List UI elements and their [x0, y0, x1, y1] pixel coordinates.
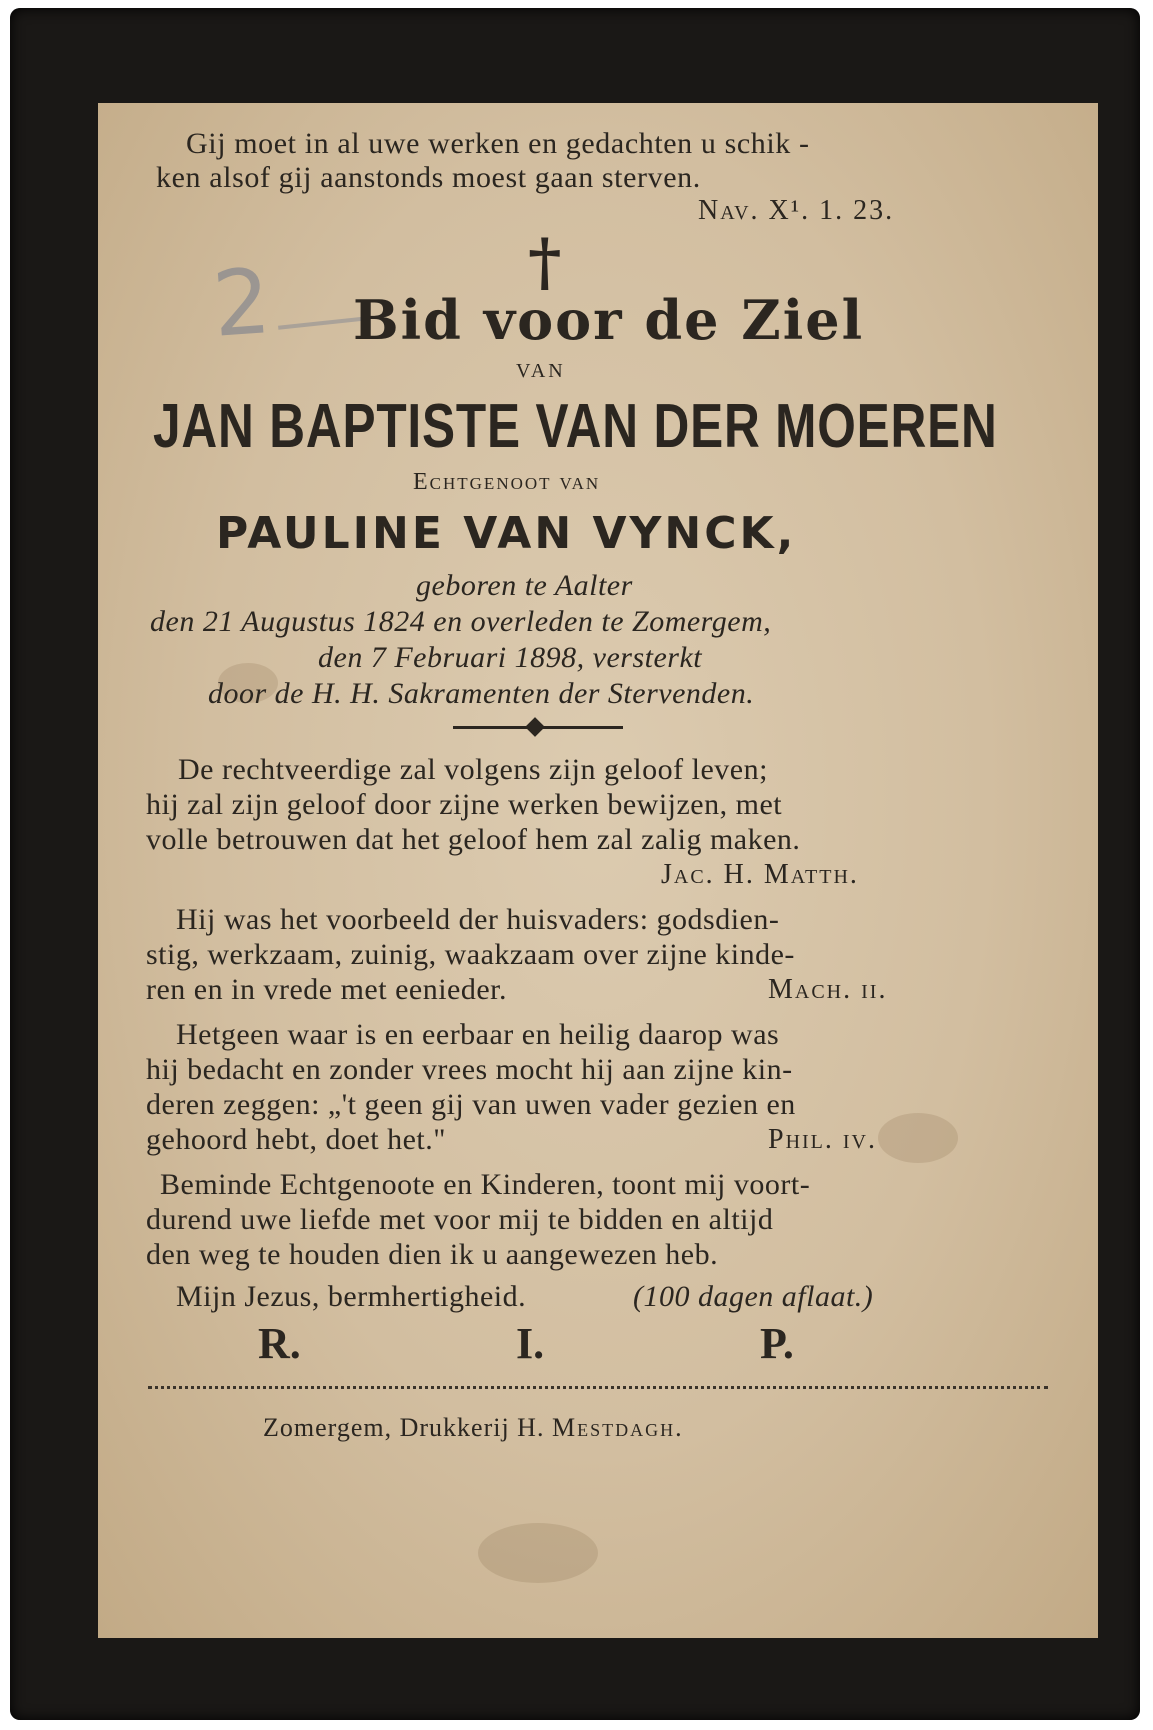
van-label: VAN	[516, 360, 566, 382]
rip-letter-i: I.	[516, 1319, 545, 1368]
indulgence-note: (100 dagen aflaat.)	[633, 1280, 874, 1313]
paragraph-1-reference: Jac. H. Matth.	[661, 859, 859, 890]
divider-ornament-icon	[525, 717, 545, 737]
paragraph-2-line-3: ren en in vrede met eenieder.	[146, 973, 507, 1006]
spouse-label: Echtgenoot van	[413, 469, 601, 495]
paragraph-2-reference: Mach. ii.	[768, 974, 888, 1005]
paragraph-3-line-4: gehoord hebt, doet het."	[146, 1123, 447, 1156]
spouse-name: PAULINE VAN VYNCK,	[216, 508, 797, 559]
bio-line-4: door de H. H. Sakramenten der Stervenden.	[208, 677, 755, 710]
heading: Bid voor de Ziel	[353, 288, 865, 352]
memorial-card-paper	[98, 103, 1098, 1638]
paragraph-2-line-1: Hij was het voorbeeld der huisvaders: godsdien-	[176, 903, 780, 936]
stain	[878, 1113, 958, 1163]
paragraph-4-line-3: den weg te houden dien ik u aangewezen heb.	[146, 1238, 719, 1271]
printer-name: Mestdagh.	[551, 1413, 684, 1442]
bio-line-2: den 21 Augustus 1824 en overleden te Zomergem,	[150, 605, 772, 638]
rip-letter-p: P.	[760, 1319, 794, 1368]
bio-line-3: den 7 Februari 1898, versterkt	[318, 641, 703, 674]
rip-letter-r: R.	[258, 1319, 301, 1368]
deceased-name: JAN BAPTISTE VAN DER MOEREN	[153, 392, 998, 461]
epigraph-line-1: Gij moet in al uwe werken en gedachten u schik -	[186, 127, 810, 160]
pencil-annotation: 2	[209, 249, 274, 358]
paragraph-3-line-1: Hetgeen waar is en eerbaar en heilig daarop was	[176, 1018, 780, 1051]
paragraph-3-line-3: deren zeggen: „'t geen gij van uwen vader gezien en	[146, 1088, 796, 1121]
paragraph-3-line-2: hij bedacht en zonder vrees mocht hij aan zijne kin-	[146, 1053, 793, 1086]
paragraph-4-line-2: durend uwe liefde met voor mij te bidden en altijd	[146, 1203, 774, 1236]
epigraph-reference: Nav. X¹. 1. 23.	[698, 195, 895, 226]
printer-imprint	[263, 1413, 684, 1443]
paragraph-1-line-1: De rechtveerdige zal volgens zijn geloof leven;	[178, 753, 768, 786]
bio-line-1: geboren te Aalter	[416, 569, 633, 602]
epigraph-line-2: ken alsof gij aanstonds moest gaan sterven.	[156, 161, 701, 194]
cross-icon: †	[528, 225, 562, 300]
paragraph-4-line-1: Beminde Echtgenoote en Kinderen, toont mij voort-	[160, 1168, 811, 1201]
paragraph-2-line-2: stig, werkzaam, zuinig, waakzaam over zijne kinde-	[146, 938, 795, 971]
dotted-separator	[148, 1386, 1048, 1389]
prayer: Mijn Jezus, bermhertigheid.	[176, 1280, 527, 1313]
paragraph-3-reference: Phil. iv.	[768, 1124, 877, 1155]
paragraph-1-line-2: hij zal zijn geloof door zijne werken bewijzen, met	[146, 788, 783, 821]
printer-place: Zomergem, Drukkerij H.	[263, 1413, 545, 1442]
memorial-card-border	[10, 8, 1140, 1720]
paragraph-1-line-3: volle betrouwen dat het geloof hem zal zalig maken.	[146, 823, 801, 856]
stain	[478, 1523, 598, 1583]
